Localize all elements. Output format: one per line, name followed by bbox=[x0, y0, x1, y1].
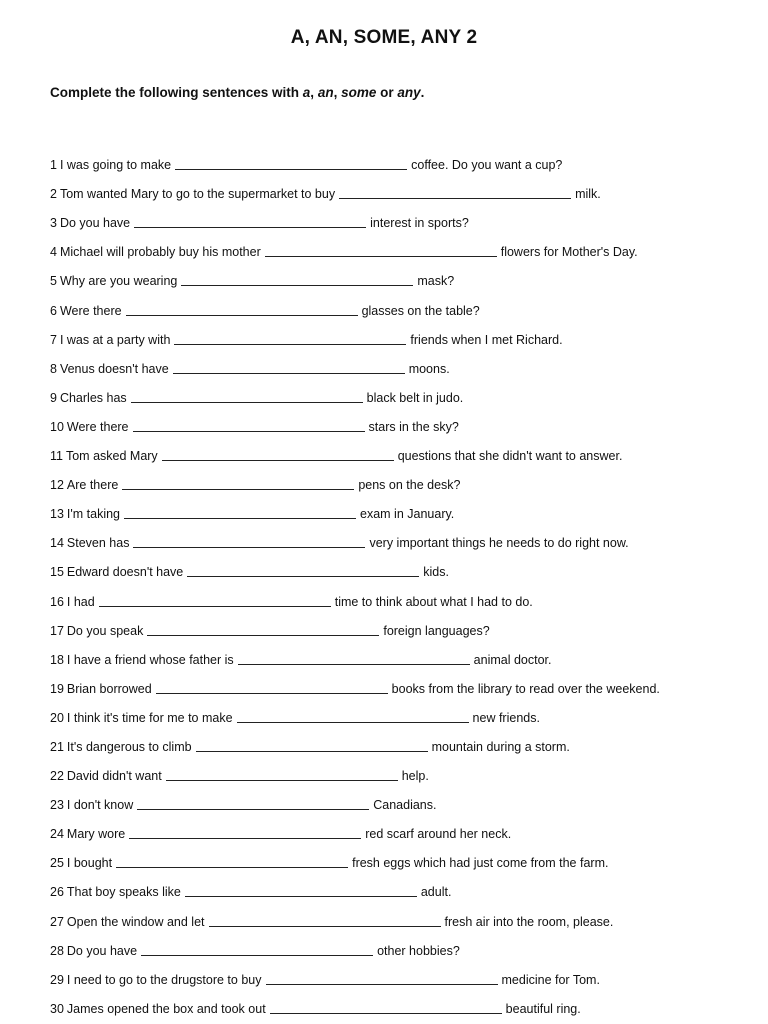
question-text-after: new friends. bbox=[472, 710, 540, 725]
instruction-text bbox=[50, 85, 424, 100]
question-number: 16 bbox=[50, 594, 64, 609]
instruction-sep: , bbox=[333, 85, 342, 100]
question-item bbox=[50, 378, 750, 407]
question-text-after: Canadians. bbox=[373, 798, 437, 813]
question-text-before: James opened the box and took out bbox=[66, 1001, 266, 1016]
question-text-after: help. bbox=[401, 769, 429, 784]
question-text-after: friends when I met Richard. bbox=[410, 332, 563, 347]
question-text-after: milk. bbox=[575, 187, 601, 202]
question-text-before: I'm taking bbox=[66, 507, 121, 522]
question-item bbox=[50, 756, 750, 785]
question-text-after: time to think about what I had to do. bbox=[334, 594, 533, 609]
question-text-before: Charles has bbox=[59, 390, 127, 405]
question-number: 2 bbox=[50, 187, 57, 202]
answer-blank[interactable] bbox=[174, 343, 406, 345]
option-some: some bbox=[341, 85, 377, 100]
answer-blank[interactable] bbox=[339, 197, 571, 199]
question-text-before: Mary wore bbox=[66, 827, 126, 842]
question-text-after: kids. bbox=[423, 565, 449, 580]
question-text-before: Steven has bbox=[66, 536, 130, 551]
answer-blank[interactable] bbox=[99, 605, 331, 607]
question-item bbox=[50, 232, 750, 261]
instruction-sep: or bbox=[376, 85, 398, 100]
question-number: 23 bbox=[50, 798, 64, 813]
question-text-before: I think it's time for me to make bbox=[66, 710, 233, 725]
question-text-before: Do you have bbox=[66, 943, 138, 958]
question-text-before: Were there bbox=[59, 303, 122, 318]
question-text-after: medicine for Tom. bbox=[501, 972, 600, 987]
question-text-after: very important things he needs to do right now. bbox=[369, 536, 629, 551]
question-number: 28 bbox=[50, 943, 64, 958]
question-text-before: Tom asked Mary bbox=[65, 449, 158, 464]
instruction-prefix: Complete the following sentences with bbox=[50, 85, 303, 100]
question-item bbox=[50, 261, 750, 290]
question-text-after: moons. bbox=[408, 361, 450, 376]
question-item bbox=[50, 174, 750, 203]
question-text-after: coffee. Do you want a cup? bbox=[411, 158, 563, 173]
answer-blank[interactable] bbox=[237, 721, 469, 723]
question-text-before: I have a friend whose father is bbox=[66, 652, 234, 667]
instruction-suffix: . bbox=[420, 85, 425, 100]
question-number: 21 bbox=[50, 739, 64, 754]
question-number: 8 bbox=[50, 361, 57, 376]
question-number: 30 bbox=[50, 1001, 64, 1016]
question-list bbox=[50, 145, 750, 1018]
question-text-after: glasses on the table? bbox=[361, 303, 480, 318]
question-text-before: Brian borrowed bbox=[66, 681, 152, 696]
question-text-after: other hobbies? bbox=[377, 943, 460, 958]
question-text-before: Were there bbox=[66, 419, 129, 434]
question-text-before: Michael will probably buy his mother bbox=[59, 245, 261, 260]
question-number: 18 bbox=[50, 652, 64, 667]
instruction-sep: , bbox=[310, 85, 318, 100]
question-item bbox=[50, 669, 750, 698]
question-item bbox=[50, 320, 750, 349]
option-a: a bbox=[302, 85, 311, 100]
question-text-after: stars in the sky? bbox=[368, 419, 459, 434]
question-number: 11 bbox=[50, 449, 63, 464]
question-text-after: black belt in judo. bbox=[366, 390, 464, 405]
question-item bbox=[50, 203, 750, 232]
question-text-after: pens on the desk? bbox=[358, 478, 461, 493]
question-item bbox=[50, 785, 750, 814]
question-number: 9 bbox=[50, 390, 57, 405]
answer-blank[interactable] bbox=[126, 314, 358, 316]
question-item bbox=[50, 581, 750, 610]
answer-blank[interactable] bbox=[133, 430, 365, 432]
answer-blank[interactable] bbox=[173, 372, 405, 374]
answer-blank[interactable] bbox=[122, 488, 354, 490]
question-number: 24 bbox=[50, 827, 64, 842]
question-number: 15 bbox=[50, 565, 64, 580]
question-item bbox=[50, 611, 750, 640]
answer-blank[interactable] bbox=[133, 546, 365, 548]
question-text-before: I had bbox=[66, 594, 95, 609]
question-number: 10 bbox=[50, 419, 64, 434]
question-text-before: Open the window and let bbox=[66, 914, 205, 929]
worksheet-title: A, AN, SOME, ANY 2 bbox=[290, 27, 478, 48]
question-item bbox=[50, 640, 750, 669]
answer-blank[interactable] bbox=[175, 168, 407, 170]
question-number: 12 bbox=[50, 478, 64, 493]
question-number: 7 bbox=[50, 332, 57, 347]
question-item bbox=[50, 814, 750, 843]
question-text-after: red scarf around her neck. bbox=[365, 827, 512, 842]
question-text-before: Venus doesn't have bbox=[59, 361, 169, 376]
question-item bbox=[50, 290, 750, 319]
answer-blank[interactable] bbox=[196, 750, 428, 752]
question-number: 14 bbox=[50, 536, 64, 551]
question-item bbox=[50, 145, 750, 174]
answer-blank[interactable] bbox=[162, 459, 394, 461]
question-text-after: beautiful ring. bbox=[505, 1001, 581, 1016]
answer-blank[interactable] bbox=[265, 255, 497, 257]
answer-blank[interactable] bbox=[181, 284, 413, 286]
question-number: 27 bbox=[50, 914, 64, 929]
question-text-before: Tom wanted Mary to go to the supermarket to buy bbox=[59, 187, 336, 202]
question-text-before: Do you speak bbox=[66, 623, 144, 638]
question-text-before: I need to go to the drugstore to buy bbox=[66, 972, 262, 987]
answer-blank[interactable] bbox=[141, 954, 373, 956]
question-text-before: It's dangerous to climb bbox=[66, 739, 192, 754]
answer-blank[interactable] bbox=[129, 837, 361, 839]
question-text-after: books from the library to read over the weekend. bbox=[391, 681, 660, 696]
question-number: 1 bbox=[50, 158, 57, 173]
question-number: 13 bbox=[50, 507, 64, 522]
question-number: 5 bbox=[50, 274, 57, 289]
question-text-after: mask? bbox=[417, 274, 455, 289]
question-item bbox=[50, 727, 750, 756]
question-item bbox=[50, 465, 750, 494]
question-text-after: questions that she didn't want to answer. bbox=[397, 449, 623, 464]
question-text-before: I was at a party with bbox=[59, 332, 171, 347]
question-number: 6 bbox=[50, 303, 57, 318]
answer-blank[interactable] bbox=[156, 692, 388, 694]
answer-blank[interactable] bbox=[147, 634, 379, 636]
option-any: any bbox=[397, 85, 421, 100]
question-text-after: mountain during a storm. bbox=[431, 739, 570, 754]
option-an: an bbox=[317, 85, 334, 100]
question-item bbox=[50, 901, 750, 930]
answer-blank[interactable] bbox=[166, 779, 398, 781]
answer-blank[interactable] bbox=[270, 1012, 502, 1014]
question-item bbox=[50, 960, 750, 989]
question-number: 20 bbox=[50, 710, 64, 725]
question-text-after: exam in January. bbox=[360, 507, 455, 522]
question-text-before: David didn't want bbox=[66, 769, 162, 784]
answer-blank[interactable] bbox=[185, 895, 417, 897]
question-item bbox=[50, 494, 750, 523]
question-item bbox=[50, 407, 750, 436]
question-item bbox=[50, 523, 750, 552]
question-item bbox=[50, 552, 750, 581]
question-number: 17 bbox=[50, 623, 64, 638]
question-number: 19 bbox=[50, 681, 64, 696]
answer-blank[interactable] bbox=[124, 517, 356, 519]
question-text-after: fresh eggs which had just come from the farm. bbox=[352, 856, 609, 871]
question-text-before: Are there bbox=[66, 478, 119, 493]
answer-blank[interactable] bbox=[266, 983, 498, 985]
question-number: 26 bbox=[50, 885, 64, 900]
question-text-before: That boy speaks like bbox=[66, 885, 181, 900]
question-item bbox=[50, 872, 750, 901]
answer-blank[interactable] bbox=[209, 925, 441, 927]
question-text-before: I bought bbox=[66, 856, 113, 871]
question-text-before: Do you have bbox=[59, 216, 131, 231]
answer-blank[interactable] bbox=[187, 575, 419, 577]
answer-blank[interactable] bbox=[131, 401, 363, 403]
question-item bbox=[50, 436, 750, 465]
answer-blank[interactable] bbox=[116, 866, 348, 868]
question-number: 29 bbox=[50, 972, 64, 987]
question-item bbox=[50, 698, 750, 727]
question-number: 25 bbox=[50, 856, 64, 871]
question-text-after: interest in sports? bbox=[370, 216, 469, 231]
question-number: 3 bbox=[50, 216, 57, 231]
question-text-before: Edward doesn't have bbox=[66, 565, 184, 580]
question-item bbox=[50, 989, 750, 1018]
question-text-after: foreign languages? bbox=[383, 623, 490, 638]
question-text-after: fresh air into the room, please. bbox=[444, 914, 614, 929]
question-item bbox=[50, 931, 750, 960]
question-number: 22 bbox=[50, 769, 64, 784]
answer-blank[interactable] bbox=[134, 226, 366, 228]
question-item bbox=[50, 843, 750, 872]
question-number: 4 bbox=[50, 245, 57, 260]
question-text-after: adult. bbox=[420, 885, 452, 900]
question-text-before: I was going to make bbox=[59, 158, 172, 173]
question-text-before: Why are you wearing bbox=[59, 274, 178, 289]
question-text-before: I don't know bbox=[66, 798, 134, 813]
answer-blank[interactable] bbox=[137, 808, 369, 810]
question-text-after: animal doctor. bbox=[473, 652, 552, 667]
question-text-after: flowers for Mother's Day. bbox=[500, 245, 638, 260]
answer-blank[interactable] bbox=[238, 663, 470, 665]
question-item bbox=[50, 349, 750, 378]
